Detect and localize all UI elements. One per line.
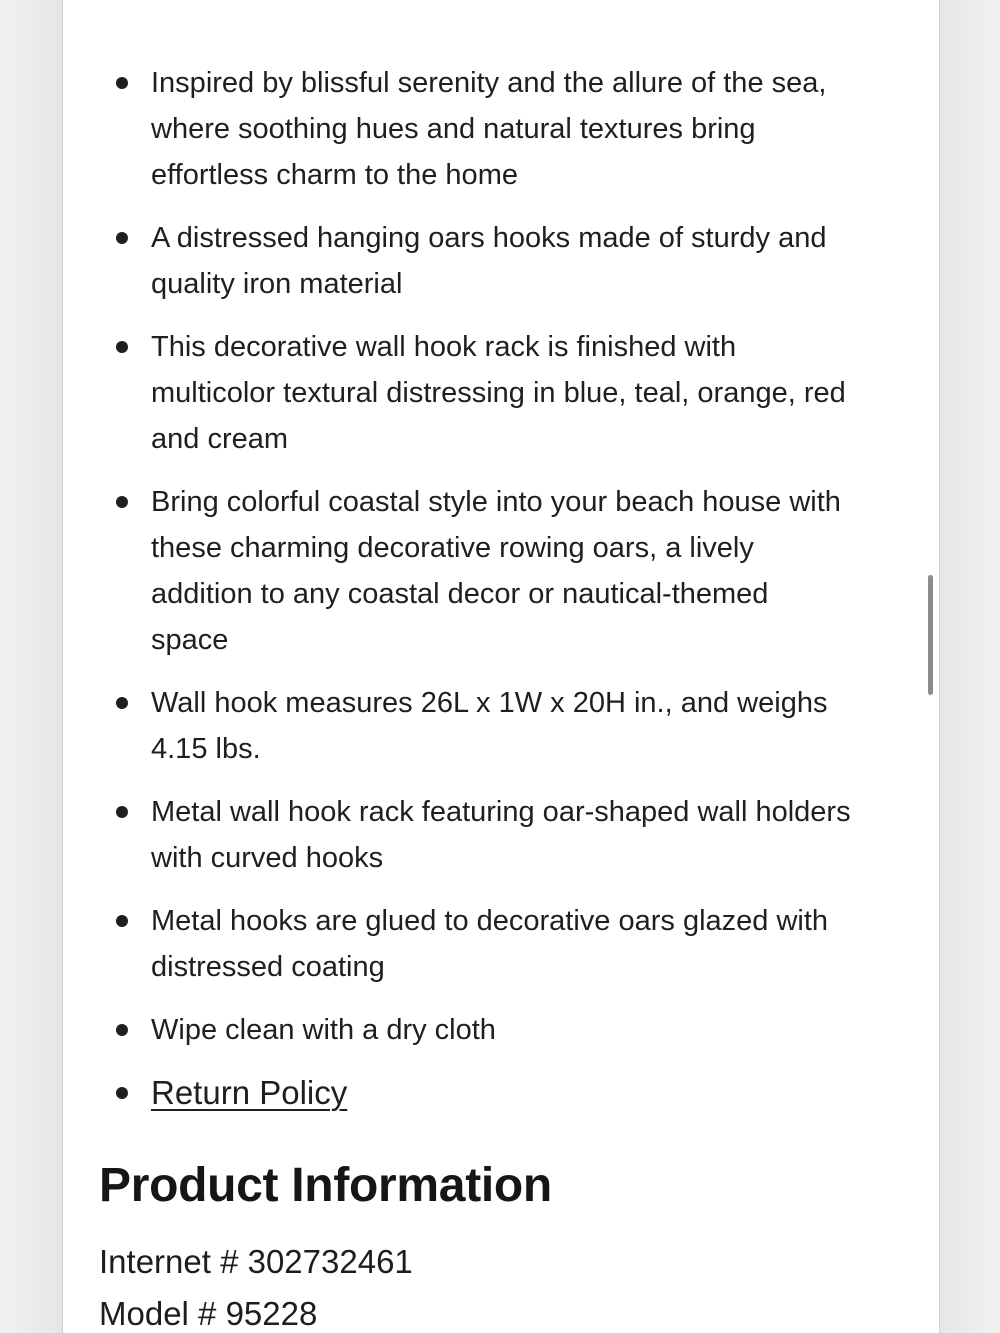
- feature-item: A distressed hanging oars hooks made of sturdy and quality iron material: [151, 215, 851, 307]
- feature-item: Bring colorful coastal style into your beach house with these charming decorative rowing oars, a lively addition to any coastal decor or nautical-themed space: [151, 479, 851, 663]
- model-number: Model # 95228: [99, 1295, 318, 1332]
- feature-item: Metal wall hook rack featuring oar-shaped wall holders with curved hooks: [151, 789, 851, 881]
- feature-list: [151, 60, 851, 1135]
- left-gutter: [0, 0, 62, 1333]
- return-policy-link[interactable]: Return Policy: [151, 1074, 348, 1111]
- product-details-panel: [62, 0, 940, 1333]
- scrollbar-thumb[interactable]: [928, 575, 933, 695]
- feature-item: This decorative wall hook rack is finished with multicolor textural distressing in blue, teal, orange, red and cream: [151, 324, 851, 462]
- feature-item: Wall hook measures 26L x 1W x 20H in., and weighs 4.15 lbs.: [151, 680, 851, 772]
- internet-number: Internet # 302732461: [99, 1243, 413, 1280]
- feature-item: Wipe clean with a dry cloth: [151, 1007, 851, 1053]
- right-gutter: [938, 0, 1000, 1333]
- product-information-heading: Product Information: [99, 1159, 552, 1212]
- feature-item-return-policy: [151, 1070, 851, 1118]
- feature-item: Metal hooks are glued to decorative oars glazed with distressed coating: [151, 898, 851, 990]
- feature-item: Inspired by blissful serenity and the allure of the sea, where soothing hues and natural textures bring effortless charm to the home: [151, 60, 851, 198]
